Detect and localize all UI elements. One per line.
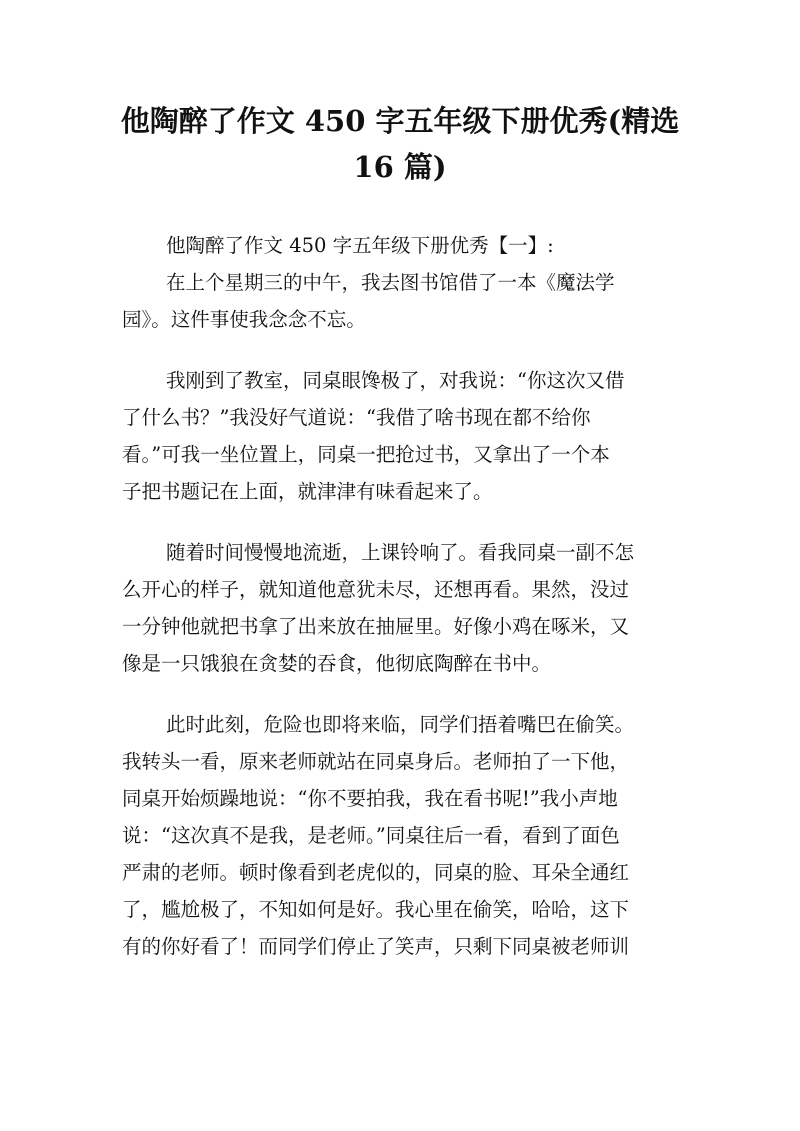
paragraph-gap: [122, 338, 687, 362]
paragraph-line: 说：“这次真不是我，是老师。”同桌往后一看，看到了面色: [122, 824, 620, 847]
paragraph-line: 了，尴尬极了，不知如何是好。我心里在偷笑，哈哈，这下: [122, 898, 630, 921]
document-body: [122, 227, 687, 965]
paragraph-1: [122, 264, 687, 338]
paragraph-line: 看。”可我一坐位置上，同桌一把抢过书，又拿出了一个本: [122, 443, 610, 466]
title-line-2: 16 篇): [353, 150, 447, 184]
section-heading: 他陶醉了作文 450 字五年级下册优秀【一】:: [166, 234, 554, 257]
paragraph-line: 有的你好看了！而同学们停止了笑声，只剩下同桌被老师训: [122, 935, 630, 958]
paragraph-3: [122, 534, 687, 682]
paragraph-line: 我刚到了教室，同桌眼馋极了，对我说：“你这次又借: [166, 369, 625, 392]
paragraph-line: 在上个星期三的中午，我去图书馆借了一本《魔法学: [166, 271, 615, 294]
paragraph-2: [122, 362, 687, 510]
paragraph-line: 我转头一看，原来老师就站在同桌身后。老师拍了一下他，: [122, 750, 630, 773]
paragraph-line: 子把书题记在上面，就津津有味看起来了。: [122, 480, 493, 503]
paragraph-line: 同桌开始烦躁地说：“你不要拍我，我在看书呢!”我小声地: [122, 787, 618, 810]
paragraph-line: 一分钟他就把书拿了出来放在抽屉里。好像小鸡在啄米，又: [122, 615, 630, 638]
paragraph-line: 严肃的老师。顿时像看到老虎似的，同桌的脸、耳朵全通红: [122, 861, 630, 884]
document-title: [100, 98, 700, 190]
paragraph-line: 园》。这件事使我念念不忘。: [122, 308, 366, 331]
paragraph-4: [122, 706, 687, 965]
paragraph-line: 像是一只饿狼在贪婪的吞食，他彻底陶醉在书中。: [122, 652, 552, 675]
paragraph-line: 随着时间慢慢地流逝，上课铃响了。看我同桌一副不怎: [166, 541, 635, 564]
paragraph-gap: [122, 682, 687, 706]
paragraph-line: 么开心的样子，就知道他意犹未尽，还想再看。果然，没过: [122, 578, 630, 601]
paragraph-gap: [122, 510, 687, 534]
title-line-1: 他陶醉了作文 450 字五年级下册优秀(精选: [120, 104, 680, 138]
paragraph-line: 此时此刻，危险也即将来临，同学们捂着嘴巴在偷笑。: [166, 713, 635, 736]
paragraph-line: 了什么书？”我没好气道说：“我借了啥书现在都不给你: [122, 406, 591, 429]
